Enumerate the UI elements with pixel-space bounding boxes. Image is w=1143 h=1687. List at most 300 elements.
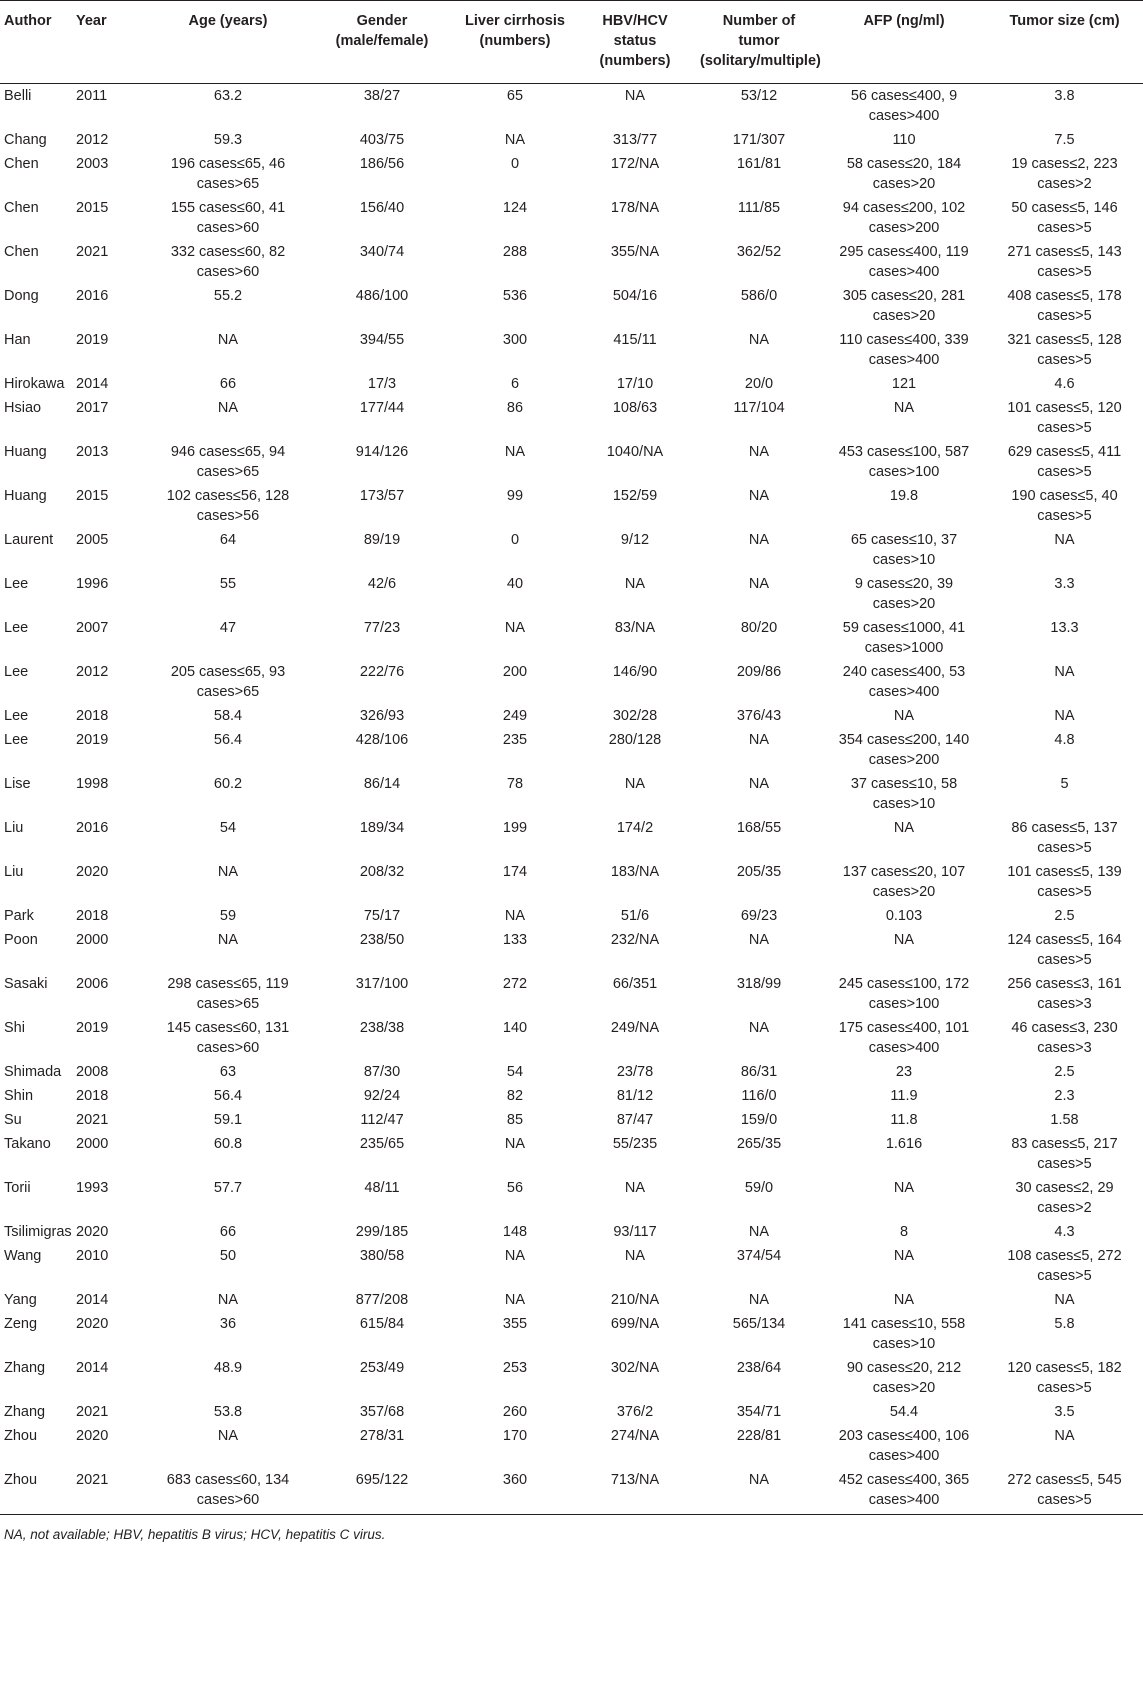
cell-gender: 380/58 [359,1247,405,1264]
cell-number-of-tumor: 376/43 [736,707,782,724]
header-number-of-tumor [696,1,822,84]
cell-number-of-tumor: 80/20 [740,619,778,636]
table-row [0,1132,1143,1176]
cell-liver-cirrhosis: NA [504,1291,526,1308]
cell-author: Lee [4,575,29,592]
cell-year: 1996 [76,575,109,592]
cell-tumor-size: 256 cases≤3, 161 cases>3 [1007,975,1122,1012]
cell-hbv-hcv: 210/NA [610,1291,660,1308]
table-row [0,240,1143,284]
cell-afp: 9 cases≤20, 39 cases>20 [854,575,954,612]
cell-year: 2021 [76,1403,109,1420]
cell-tumor-size: 124 cases≤5, 164 cases>5 [1007,931,1122,968]
cell-liver-cirrhosis: 54 [506,1063,524,1080]
cell-year: 2020 [76,1315,109,1332]
table-row [0,528,1143,572]
cell-gender: 695/122 [308,1468,456,1515]
header-afp [822,1,986,84]
cell-age: 63 [219,1063,237,1080]
cell-number-of-tumor: 117/104 [733,399,785,416]
cell-hbv-hcv: NA [624,575,646,592]
cell-liver-cirrhosis: 85 [506,1111,524,1128]
cell-age: 683 cases≤60, 134 cases>60 [148,1468,308,1515]
cell-age: NA [217,1291,239,1308]
cell-afp: 94 cases≤200, 102 cases>200 [842,199,966,236]
cell-hbv-hcv: 146/90 [612,663,658,680]
table-row [0,1424,1143,1468]
cell-number-of-tumor: NA [748,443,770,460]
cell-author: Zhou [0,1468,72,1515]
cell-hbv-hcv: 355/NA [610,243,660,260]
cell-liver-cirrhosis: 99 [506,487,524,504]
cell-hbv-hcv: 93/117 [613,1223,657,1240]
cell-author: Hsiao [4,399,42,416]
cell-age: 59.3 [213,131,243,148]
cell-author: Chang [4,131,47,148]
table-row [0,572,1143,616]
cell-liver-cirrhosis: 355 [502,1315,528,1332]
cell-author: Tsilimigras [4,1223,72,1240]
table-row [0,1016,1143,1060]
cell-tumor-size: NA [1054,663,1075,680]
table-row [0,1244,1143,1288]
table-row [0,772,1143,816]
cell-year: 2016 [76,819,109,836]
cell-number-of-tumor: NA [748,1223,770,1240]
cell-gender: 42/6 [367,575,397,592]
cell-number-of-tumor: 354/71 [736,1403,782,1420]
cell-age: 332 cases≤60, 82 cases>60 [170,243,286,280]
cell-liver-cirrhosis: 249 [502,707,528,724]
cell-age: NA [217,931,239,948]
cell-tumor-size: 3.5 [1054,1403,1075,1420]
cell-hbv-hcv: 232/NA [610,931,660,948]
cell-hbv-hcv: 376/2 [616,1403,654,1420]
cell-afp: 203 cases≤400, 106 cases>400 [838,1427,970,1464]
cell-year: 2007 [76,619,109,636]
cell-gender: 235/65 [359,1135,405,1152]
cell-afp: 8 [899,1223,909,1240]
cell-age: 50 [219,1247,237,1264]
cell-number-of-tumor: 205/35 [736,863,782,880]
cell-author: Chen [4,243,39,260]
cell-liver-cirrhosis: 253 [502,1359,528,1376]
cell-afp: 137 cases≤20, 107 cases>20 [842,863,966,900]
header-text: Author [4,13,52,29]
cell-afp: 59 cases≤1000, 41 cases>1000 [842,619,966,656]
cell-author: Huang [4,443,47,460]
cell-author: Liu [4,819,24,836]
cell-liver-cirrhosis: 65 [506,88,524,104]
cell-age: 47 [219,619,237,636]
cell-number-of-tumor: 59/0 [744,1179,774,1196]
cell-age: 54 [219,819,237,836]
cell-gender: 914/126 [355,443,409,460]
cell-afp: NA [893,1247,915,1264]
header-gender [308,1,456,84]
cell-afp: 110 cases≤400, 339 cases>400 [839,331,969,368]
cell-hbv-hcv: 713/NA [574,1468,696,1515]
cell-number-of-tumor: 318/99 [736,975,782,992]
table-row [0,1312,1143,1356]
cell-hbv-hcv: 1040/NA [606,443,664,460]
cell-liver-cirrhosis: 360 [456,1468,574,1515]
cell-number-of-tumor: 86/31 [740,1063,778,1080]
cell-gender: 299/185 [355,1223,409,1240]
cell-gender: 89/19 [363,531,401,548]
cell-year: 2021 [72,1468,148,1515]
cell-tumor-size: 1.58 [1050,1111,1079,1128]
cell-author: Dong [4,287,39,304]
cell-year: 2013 [76,443,109,460]
cell-age: 56.4 [213,1087,243,1104]
cell-gender: 253/49 [359,1359,405,1376]
cell-gender: 278/31 [359,1427,405,1444]
cell-year: 2010 [76,1247,109,1264]
cell-year: 2006 [76,975,109,992]
cell-gender: 77/23 [363,619,401,636]
cell-year: 2018 [76,907,109,924]
cell-author: Sasaki [4,975,48,992]
cell-tumor-size: 101 cases≤5, 139 cases>5 [1007,863,1122,900]
cell-afp: 354 cases≤200, 140 cases>200 [838,731,970,768]
cell-afp: 141 cases≤10, 558 cases>10 [842,1315,966,1352]
cell-gender: 877/208 [355,1291,409,1308]
cell-author: Laurent [4,531,54,548]
cell-number-of-tumor: 69/23 [740,907,778,924]
cell-year: 2018 [76,707,109,724]
cell-author: Lee [4,619,29,636]
cell-author: Zhang [4,1403,46,1420]
cell-afp: 305 cases≤20, 281 cases>20 [842,287,966,324]
cell-tumor-size: NA [1054,1427,1075,1444]
cell-age: 155 cases≤60, 41 cases>60 [170,199,286,236]
cell-number-of-tumor: 171/307 [732,131,786,148]
cell-hbv-hcv: 66/351 [612,975,658,992]
table-row [0,1176,1143,1220]
cell-afp: 295 cases≤400, 119 cases>400 [839,243,969,280]
cell-tumor-size: 101 cases≤5, 120 cases>5 [1007,399,1122,436]
cell-tumor-size: 120 cases≤5, 182 cases>5 [1007,1359,1122,1396]
cell-author: Zhou [4,1427,38,1444]
cell-age: 946 cases≤65, 94 cases>65 [170,443,286,480]
cell-number-of-tumor: NA [748,1019,770,1036]
cell-age: 60.8 [213,1135,243,1152]
table-row [0,1108,1143,1132]
table-row [0,440,1143,484]
cell-number-of-tumor: NA [748,487,770,504]
cell-age: 56.4 [213,731,243,748]
cell-tumor-size: 4.6 [1054,375,1075,392]
table-row [0,616,1143,660]
cell-liver-cirrhosis: 6 [510,375,520,392]
cell-year: 2014 [76,1291,109,1308]
table-row [0,284,1143,328]
cell-hbv-hcv: 249/NA [610,1019,660,1036]
cell-liver-cirrhosis: NA [504,443,526,460]
cell-age: 48.9 [213,1359,243,1376]
cell-afp: 0.103 [885,907,923,924]
cell-afp: NA [893,819,915,836]
table-row [0,704,1143,728]
cell-tumor-size: 3.8 [1054,88,1075,104]
table-row [0,128,1143,152]
table-row [0,860,1143,904]
cell-liver-cirrhosis: 78 [506,775,524,792]
header-tumor-size [986,1,1143,84]
cell-year: 2021 [76,243,109,260]
cell-liver-cirrhosis: 170 [502,1427,528,1444]
cell-hbv-hcv: 183/NA [610,863,660,880]
cell-liver-cirrhosis: 288 [502,243,528,260]
cell-tumor-size: 46 cases≤3, 230 cases>3 [1011,1019,1118,1056]
cell-author: Wang [4,1247,42,1264]
cell-liver-cirrhosis: 199 [502,819,528,836]
cell-afp: 1.616 [885,1135,923,1152]
cell-year: 1993 [76,1179,109,1196]
header-text: Gender (male/female) [335,13,429,49]
cell-afp: 58 cases≤20, 184 cases>20 [846,155,962,192]
cell-hbv-hcv: 504/16 [612,287,658,304]
cell-age: 66 [219,375,237,392]
cell-gender: 177/44 [359,399,405,416]
cell-tumor-size: 271 cases≤5, 143 cases>5 [1007,243,1122,280]
cell-gender: 75/17 [363,907,401,924]
cell-gender: 238/38 [359,1019,405,1036]
cell-year: 2005 [76,531,109,548]
cell-hbv-hcv: NA [624,775,646,792]
cell-number-of-tumor: 168/55 [736,819,782,836]
cell-year: 2019 [76,331,109,348]
cell-tumor-size: NA [1054,531,1075,548]
cell-gender: 112/47 [360,1111,404,1128]
cell-afp: 37 cases≤10, 58 cases>10 [850,775,958,812]
cell-year: 2020 [76,1223,109,1240]
cell-afp: 11.9 [890,1087,918,1104]
cell-author: Park [4,907,34,924]
cell-author: Liu [4,863,24,880]
table-row [0,1468,1143,1515]
header-author [0,1,72,84]
cell-liver-cirrhosis: 0 [510,531,520,548]
cell-number-of-tumor: 565/134 [732,1315,786,1332]
header-text: Liver cirrhosis (numbers) [465,13,565,49]
cell-hbv-hcv: 87/47 [616,1111,654,1128]
table-row [0,928,1143,972]
cell-liver-cirrhosis: 174 [502,863,528,880]
cell-number-of-tumor: 159/0 [740,1111,778,1128]
cell-year: 2020 [76,1427,109,1444]
cell-author: Chen [4,155,39,172]
cell-afp: 240 cases≤400, 53 cases>400 [842,663,966,700]
header-row [0,1,1143,84]
table-row [0,1084,1143,1108]
cell-hbv-hcv: NA [624,1179,646,1196]
cell-gender: 222/76 [359,663,405,680]
cell-number-of-tumor: 362/52 [736,243,782,260]
table-row [0,1400,1143,1424]
cell-tumor-size: 190 cases≤5, 40 cases>5 [1011,487,1118,524]
cell-age: 53.8 [213,1403,243,1420]
cell-year: 2020 [76,863,109,880]
cell-number-of-tumor: NA [748,775,770,792]
cell-author: Zeng [4,1315,38,1332]
cell-hbv-hcv: 51/6 [620,907,650,924]
cell-author: Su [4,1111,22,1128]
cell-liver-cirrhosis: 82 [506,1087,524,1104]
cell-gender: 38/27 [363,88,401,104]
cell-liver-cirrhosis: 272 [502,975,528,992]
cell-gender: 92/24 [363,1087,401,1104]
cell-tumor-size: 7.5 [1054,131,1075,148]
table-row [0,660,1143,704]
cell-gender: 189/34 [359,819,405,836]
cell-number-of-tumor: 374/54 [736,1247,782,1264]
cell-year: 2018 [76,1087,109,1104]
cell-liver-cirrhosis: NA [504,1247,526,1264]
cell-hbv-hcv: 17/10 [616,375,654,392]
cell-hbv-hcv: 174/2 [616,819,654,836]
table-row [0,328,1143,372]
cell-tumor-size: 4.8 [1054,731,1075,748]
cell-tumor-size: 5.8 [1054,1315,1075,1332]
cell-year: 2017 [76,399,109,416]
cell-tumor-size: 108 cases≤5, 272 cases>5 [1007,1247,1122,1284]
table-row [0,196,1143,240]
cell-age: 55.2 [213,287,243,304]
cell-author: Takano [4,1135,51,1152]
cell-number-of-tumor: 209/86 [736,663,782,680]
cell-hbv-hcv: 83/NA [614,619,656,636]
cell-liver-cirrhosis: 200 [502,663,528,680]
cell-age: 66 [219,1223,237,1240]
cell-afp: 23 [895,1063,913,1080]
cell-age: 58.4 [213,707,243,724]
table-row [0,728,1143,772]
cell-number-of-tumor: 116/0 [741,1087,777,1104]
cell-liver-cirrhosis: 536 [502,287,528,304]
cell-number-of-tumor: 161/81 [736,155,782,172]
table-header [0,1,1143,84]
cell-age: 60.2 [213,775,243,792]
cell-tumor-size: 408 cases≤5, 178 cases>5 [1007,287,1122,324]
cell-liver-cirrhosis: 260 [502,1403,528,1420]
cell-gender: 87/30 [363,1063,401,1080]
cell-year: 2015 [76,199,109,216]
cell-afp: 19.8 [889,487,919,504]
cell-number-of-tumor: NA [748,331,770,348]
cell-age: 298 cases≤65, 119 cases>65 [167,975,289,1012]
cell-hbv-hcv: 55/235 [612,1135,658,1152]
cell-tumor-size: 86 cases≤5, 137 cases>5 [1011,819,1118,856]
cell-liver-cirrhosis: NA [504,619,526,636]
header-hbv-hcv [574,1,696,84]
cell-number-of-tumor: NA [748,931,770,948]
cell-number-of-tumor: 53/12 [740,88,778,104]
cell-afp: 121 [891,375,917,392]
cell-gender: 156/40 [359,199,405,216]
table-row [0,1060,1143,1084]
cell-author: Torii [4,1179,31,1196]
cell-liver-cirrhosis: 56 [506,1179,524,1196]
cell-number-of-tumor: 586/0 [740,287,778,304]
cell-afp: 452 cases≤400, 365 cases>400 [822,1468,986,1515]
cell-age: 205 cases≤65, 93 cases>65 [170,663,286,700]
cell-afp: NA [893,707,915,724]
cell-tumor-size: 321 cases≤5, 128 cases>5 [1007,331,1122,368]
cell-tumor-size: 50 cases≤5, 146 cases>5 [1011,199,1118,236]
cell-hbv-hcv: 280/128 [608,731,662,748]
cell-hbv-hcv: 415/11 [613,331,657,348]
cell-gender: 615/84 [359,1315,405,1332]
cell-author: Lise [4,775,31,792]
cell-age: 57.7 [213,1179,243,1196]
cell-age: 59 [219,907,237,924]
cell-year: 2008 [76,1063,109,1080]
cell-afp: NA [893,399,915,416]
cell-number-of-tumor: 228/81 [736,1427,782,1444]
cell-gender: 317/100 [355,975,409,992]
cell-liver-cirrhosis: 124 [502,199,528,216]
cell-hbv-hcv: 313/77 [612,131,658,148]
cell-age: NA [217,331,239,348]
cell-number-of-tumor: NA [748,531,770,548]
cell-tumor-size: 19 cases≤2, 223 cases>2 [1011,155,1118,192]
cell-afp: 11.8 [890,1111,918,1128]
cell-tumor-size: 2.5 [1054,1063,1075,1080]
cell-afp: 65 cases≤10, 37 cases>10 [850,531,958,568]
cell-year: 2015 [76,487,109,504]
cell-hbv-hcv: 302/NA [610,1359,660,1376]
cell-afp: 245 cases≤100, 172 cases>100 [838,975,970,1012]
cell-gender: 186/56 [359,155,405,172]
cell-author: Belli [4,88,32,104]
cell-tumor-size: 272 cases≤5, 545 cases>5 [986,1468,1143,1515]
cell-author: Chen [4,199,39,216]
cell-afp: 56 cases≤400, 9 cases>400 [850,88,958,124]
cell-tumor-size: 629 cases≤5, 411 cases>5 [1007,443,1122,480]
cell-liver-cirrhosis: 300 [502,331,528,348]
cell-gender: 48/11 [364,1179,400,1196]
cell-liver-cirrhosis: 133 [502,931,528,948]
cell-year: 2000 [76,931,109,948]
cell-year: 2003 [76,155,109,172]
cell-hbv-hcv: 274/NA [610,1427,660,1444]
cell-liver-cirrhosis: 235 [502,731,528,748]
cell-age: NA [217,399,239,416]
cell-hbv-hcv: 178/NA [610,199,660,216]
cell-age: 145 cases≤60, 131 cases>60 [166,1019,290,1056]
cell-gender: 486/100 [355,287,409,304]
cell-gender: 173/57 [359,487,405,504]
cell-author: Hirokawa [4,375,65,392]
cell-number-of-tumor: NA [748,1291,770,1308]
cell-afp: 175 cases≤400, 101 cases>400 [838,1019,970,1056]
cell-number-of-tumor: NA [696,1468,822,1515]
cell-number-of-tumor: 20/0 [744,375,774,392]
cell-afp: 54.4 [889,1403,919,1420]
cell-hbv-hcv: 23/78 [616,1063,654,1080]
cell-author: Lee [4,731,29,748]
cell-afp: NA [893,931,915,948]
cell-tumor-size: 2.5 [1054,907,1075,924]
cell-tumor-size: 83 cases≤5, 217 cases>5 [1011,1135,1118,1172]
cell-age: 36 [219,1315,237,1332]
table-row [0,152,1143,196]
table-row [0,972,1143,1016]
cell-hbv-hcv: 699/NA [610,1315,660,1332]
cell-age: 63.2 [213,88,243,104]
